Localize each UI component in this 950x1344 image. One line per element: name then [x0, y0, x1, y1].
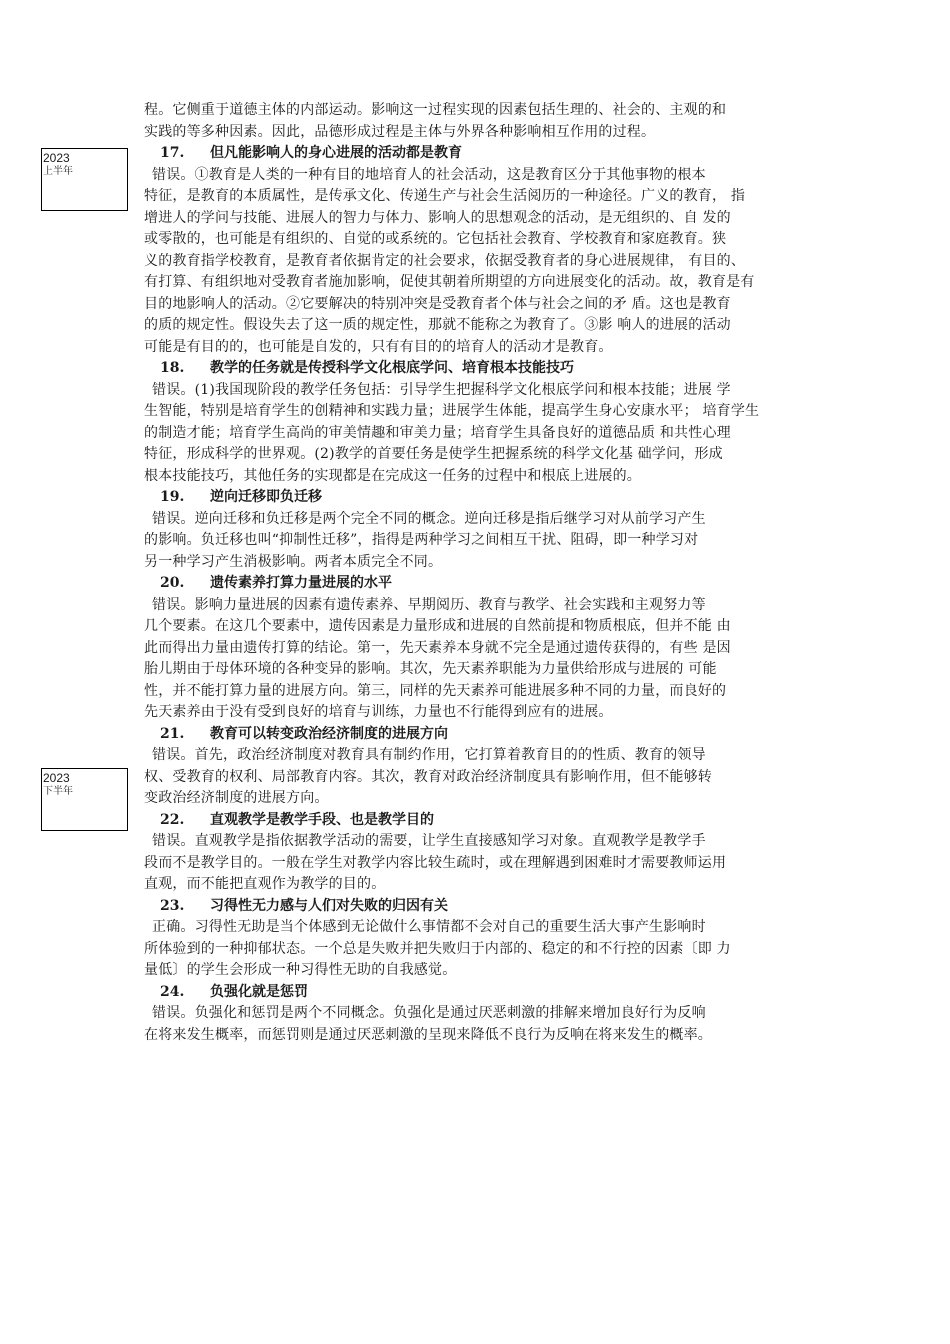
answer-line: 增进人的学问与技能、进展人的智力与体力、影响人的思想观念的活动，是无组织的、自 发的	[144, 209, 731, 226]
question-title: 负强化就是惩罚	[210, 983, 308, 1000]
answer-line: 另一种学习产生消极影响。两者本质完全不同。	[144, 553, 443, 570]
answer-line: 变政治经济制度的进展方向。	[144, 790, 329, 806]
answer-line: 量低〕的学生会形成一种习得性无助的自我感觉。	[144, 962, 457, 978]
answer-line: 特征，形成科学的世界观。(2)教学的首要任务是使学生把握系统的科学文化基 础学问，形成	[144, 446, 723, 462]
answer-line: 的质的规定性。假设失去了这一质的规定性，那就不能称之为教育了。③影 响人的进展的活动	[144, 317, 731, 333]
answer-line: 错误。直观教学是指依据教学活动的需要，让学生直接感知学习对象。直观教学是教学手	[152, 833, 706, 849]
intro-line: 实践的等多种因素。因此，品德形成过程是主体与外界各种影响相互作用的过程。	[144, 123, 656, 140]
answer-line: 先天素养由于没有受到良好的培育与训练，力量也不行能得到应有的进展。	[144, 704, 613, 720]
question-18-heading	[144, 358, 816, 380]
answer-line: 错误。影响力量进展的因素有遗传素养、早期阅历、教育与教学、社会实践和主观努力等	[152, 596, 706, 613]
answer-line: 性，并不能打算力量的进展方向。第三，同样的先天素养可能进展多种不同的力量，而良好的	[144, 682, 727, 699]
answer-line: 特征，是教育的本质属性，是传承文化、传递生产与社会生活阅历的一种途径。广义的教育， 指	[144, 188, 746, 204]
question-number: 21.	[160, 725, 185, 742]
question-number: 24.	[160, 983, 185, 1000]
answer-line: 所体验到的一种抑郁状态。一个总是失败并把失败归于内部的、稳定的和不行控的因素〔即 力	[144, 940, 731, 957]
question-23-heading	[144, 896, 816, 918]
margin-half: 下半年	[43, 786, 73, 797]
margin-year: 2023	[43, 771, 70, 785]
answer-line: 胎儿期由于母体环境的各种变异的影响。其次，先天素养职能为力量供给形成与进展的 可能	[144, 661, 717, 677]
answer-line: 生智能，特别是培育学生的创精神和实践力量；进展学生体能，提高学生身心安康水平； 培育学生	[144, 403, 760, 419]
answer-line: 错误。①教育是人类的一种有目的地培育人的社会活动，这是教育区分于其他事物的根本	[152, 166, 706, 183]
answer-line: 在将来发生概率，而惩罚则是通过厌恶刺激的呈现来降低不良行为反响在将来发生的概率。	[144, 1026, 712, 1043]
answer-line: 的影响。负迁移也叫“抑制性迁移”，指得是两种学习之间相互干扰、阻碍，即一种学习对	[144, 532, 699, 548]
margin-half: 上半年	[43, 166, 73, 177]
question-title: 逆向迁移即负迁移	[210, 489, 322, 505]
answer-line: 的制造才能；培育学生高尚的审美情趣和审美力量；培育学生具备良好的道德品质 和共性心理	[144, 424, 731, 441]
question-title: 教育可以转变政治经济制度的进展方向	[210, 725, 448, 742]
question-title: 但凡能影响人的身心进展的活动都是教育	[210, 145, 462, 161]
question-21-heading	[144, 724, 816, 746]
margin-note-2023-second-half	[41, 768, 128, 831]
answer-line: 错误。逆向迁移和负迁移是两个完全不同的概念。逆向迁移是指后继学习对从前学习产生	[152, 510, 706, 527]
question-number: 23.	[160, 897, 185, 914]
answer-line: 可能是有目的的，也可能是自发的，只有有目的的培育人的活动才是教育。	[144, 338, 613, 355]
answer-line: 义的教育指学校教育，是教育者依据肯定的社会要求，依据受教育者的身心进展规律， 有目的、	[144, 252, 746, 269]
question-19-heading	[144, 487, 816, 509]
margin-year: 2023	[43, 151, 70, 165]
question-number: 20.	[160, 575, 185, 591]
answer-line: 权、受教育的权利、局部教育内容。其次，教育对政治经济制度具有影响作用，但不能够转	[144, 768, 712, 785]
answer-line: 直观，而不能把直观作为教学的目的。	[144, 876, 386, 892]
intro-line: 程。它侧重于道德主体的内部运动。影响这一过程实现的因素包括生理的、社会的、主观的和	[144, 102, 727, 118]
question-number: 17.	[160, 145, 185, 161]
answer-line: 错误。首先，政治经济制度对教育具有制约作用，它打算着教育目的的性质、教育的领导	[152, 747, 706, 763]
question-title: 直观教学是教学手段、也是教学目的	[210, 811, 434, 828]
question-title: 习得性无力感与人们对失败的归因有关	[210, 897, 448, 914]
question-22-heading	[144, 810, 816, 832]
answer-line: 或零散的，也可能是有组织的、自觉的或系统的。它包括社会教育、学校教育和家庭教育。狭	[144, 231, 727, 247]
question-number: 19.	[160, 489, 185, 505]
question-title: 遗传素养打算力量进展的水平	[210, 575, 392, 591]
question-24-heading	[144, 982, 816, 1004]
margin-note-2023-first-half	[41, 148, 128, 211]
answer-line: 错误。(1)我国现阶段的教学任务包括：引导学生把握科学文化根底学问和根本技能；进展 学	[152, 381, 731, 398]
answer-line: 目的地影响人的活动。②它要解决的特别冲突是受教育者个体与社会之间的矛 盾。这也是教育	[144, 295, 731, 312]
question-title: 教学的任务就是传授科学文化根底学问、培育根本技能技巧	[210, 360, 574, 376]
question-20-heading	[144, 573, 816, 595]
question-number: 18.	[160, 360, 185, 376]
answer-line: 有打算、有组织地对受教育者施加影响，促使其朝着所期望的方向进展变化的活动。故，教育是有	[144, 274, 755, 290]
answer-line: 段而不是教学目的。一般在学生对教学内容比较生疏时，或在理解遇到困难时才需要教师运用	[144, 854, 727, 871]
answer-line: 错误。负强化和惩罚是两个不同概念。负强化是通过厌恶刺激的排解来增加良好行为反响	[152, 1005, 706, 1021]
answer-line: 正确。习得性无助是当个体感到无论做什么事情都不会对自己的重要生活大事产生影响时	[152, 919, 706, 935]
answer-line: 几个要素。在这几个要素中，遗传因素是力量形成和进展的自然前提和物质根底，但并不能 由	[144, 618, 731, 634]
answer-line: 此而得出力量由遗传打算的结论。第一，先天素养本身就不完全是通过遗传获得的，有些 是因	[144, 639, 731, 656]
question-number: 22.	[160, 811, 185, 828]
question-17-heading	[144, 143, 816, 165]
answer-line: 根本技能技巧，其他任务的实现都是在完成这一任务的过程中和根底上进展的。	[144, 467, 641, 484]
main-text-column	[144, 100, 816, 1046]
